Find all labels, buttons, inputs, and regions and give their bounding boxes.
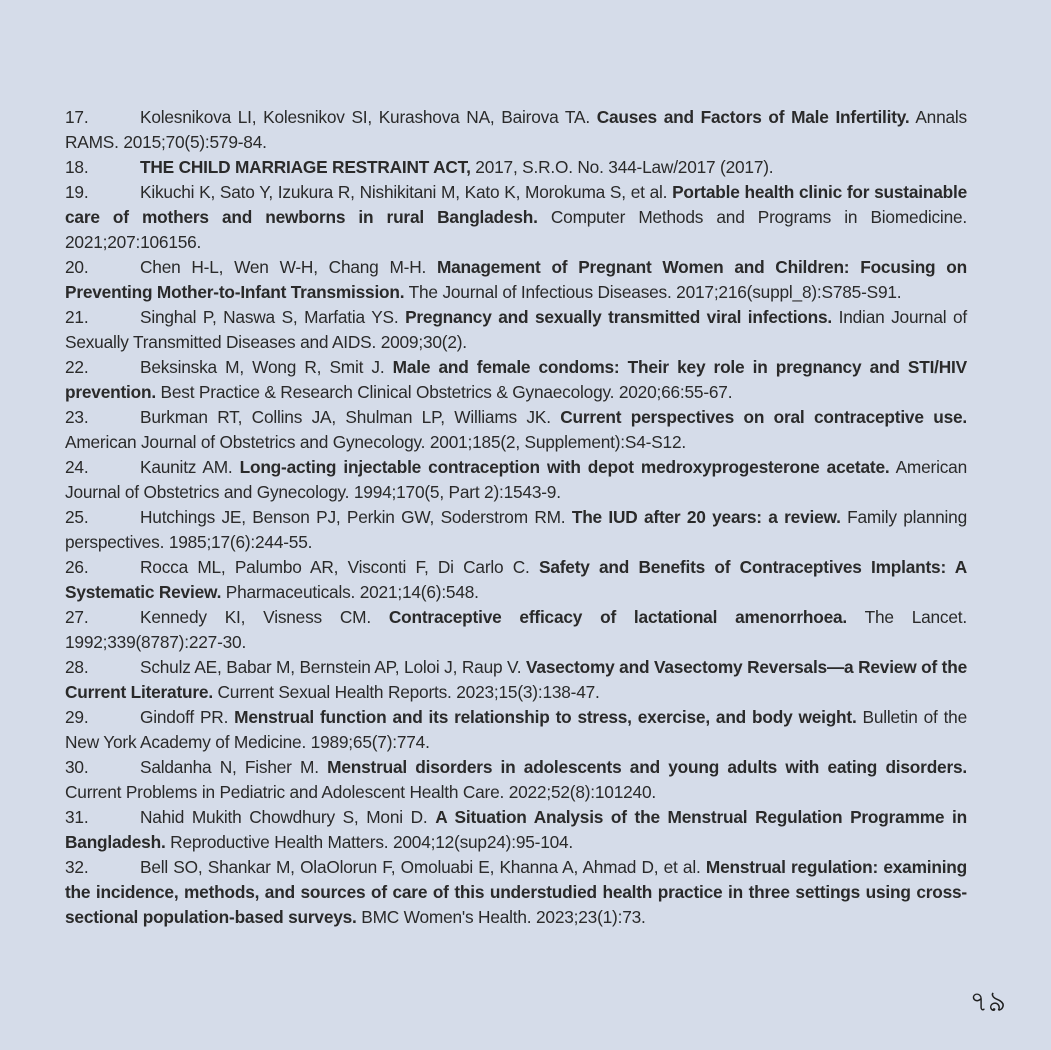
reference-item: 20. Chen H-L, Wen W-H, Chang M-H. Management of Pregnant Women and Children: Focusing on Preventing Mother-to-Infant Transmission. The Journal of Infectious Diseases. 2017;216(suppl_8):S785-S91.	[65, 257, 967, 302]
reference-item: 27. Kennedy KI, Visness CM. Contraceptive efficacy of lactational amenorrhoea. The Lancet. 1992;339(8787):227-30.	[65, 607, 967, 652]
reference-item: 22. Beksinska M, Wong R, Smit J. Male and female condoms: Their key role in pregnancy and STI/HIV prevention. Best Practice & Research Clinical Obstetrics & Gynaecology. 2020;66:55-67.	[65, 357, 967, 402]
reference-item: 18. THE CHILD MARRIAGE RESTRAINT ACT, 2017, S.R.O. No. 344-Law/2017 (2017).	[65, 157, 774, 177]
reference-item: 28. Schulz AE, Babar M, Bernstein AP, Loloi J, Raup V. Vasectomy and Vasectomy Reversals—a Review of the Current Literature. Current Sexual Health Reports. 2023;15(3):138-47.	[65, 657, 967, 702]
reference-item: 19. Kikuchi K, Sato Y, Izukura R, Nishikitani M, Kato K, Morokuma S, et al. Portable health clinic for sustainable care of mothers and newborns in rural Bangladesh. Computer Methods and Programs in Biomedicine. 2021;207:106156.	[65, 182, 968, 252]
page-number: ৭৯	[969, 985, 1006, 1018]
reference-item: 32. Bell SO, Shankar M, OlaOlorun F, Omoluabi E, Khanna A, Ahmad D, et al. Menstrual regulation: examining the incidence, methods, and sources of care of this understudied health practice in three settings using cross-sectional population-based surveys. BMC Women's Health. 2023;23(1):73.	[65, 857, 968, 927]
reference-item: 25. Hutchings JE, Benson PJ, Perkin GW, Soderstrom RM. The IUD after 20 years: a review. Family planning perspectives. 1985;17(6):244-55.	[65, 507, 967, 552]
reference-item: 26. Rocca ML, Palumbo AR, Visconti F, Di Carlo C. Safety and Benefits of Contraceptives Implants: A Systematic Review. Pharmaceuticals. 2021;14(6):548.	[65, 557, 967, 602]
reference-item: 23. Burkman RT, Collins JA, Shulman LP, Williams JK. Current perspectives on oral contraceptive use. American Journal of Obstetrics and Gynecology. 2001;185(2, Supplement):S4-S12.	[65, 407, 967, 452]
reference-item: 17. Kolesnikova LI, Kolesnikov SI, Kurashova NA, Bairova TA. Causes and Factors of Male Infertility. Annals RAMS. 2015;70(5):579-84.	[65, 107, 967, 152]
reference-item: 24. Kaunitz AM. Long-acting injectable contraception with depot medroxyprogesterone acetate. American Journal of Obstetrics and Gynecology. 1994;170(5, Part 2):1543-9.	[65, 457, 967, 502]
reference-list	[65, 105, 967, 930]
reference-item: 31. Nahid Mukith Chowdhury S, Moni D. A Situation Analysis of the Menstrual Regulation Programme in Bangladesh. Reproductive Health Matters. 2004;12(sup24):95-104.	[65, 807, 967, 852]
reference-item: 21. Singhal P, Naswa S, Marfatia YS. Pregnancy and sexually transmitted viral infections. Indian Journal of Sexually Transmitted Diseases and AIDS. 2009;30(2).	[65, 307, 968, 352]
reference-item: 29. Gindoff PR. Menstrual function and its relationship to stress, exercise, and body weight. Bulletin of the New York Academy of Medicine. 1989;65(7):774.	[65, 707, 967, 752]
reference-item: 30. Saldanha N, Fisher M. Menstrual disorders in adolescents and young adults with eating disorders. Current Problems in Pediatric and Adolescent Health Care. 2022;52(8):101240.	[65, 757, 967, 802]
